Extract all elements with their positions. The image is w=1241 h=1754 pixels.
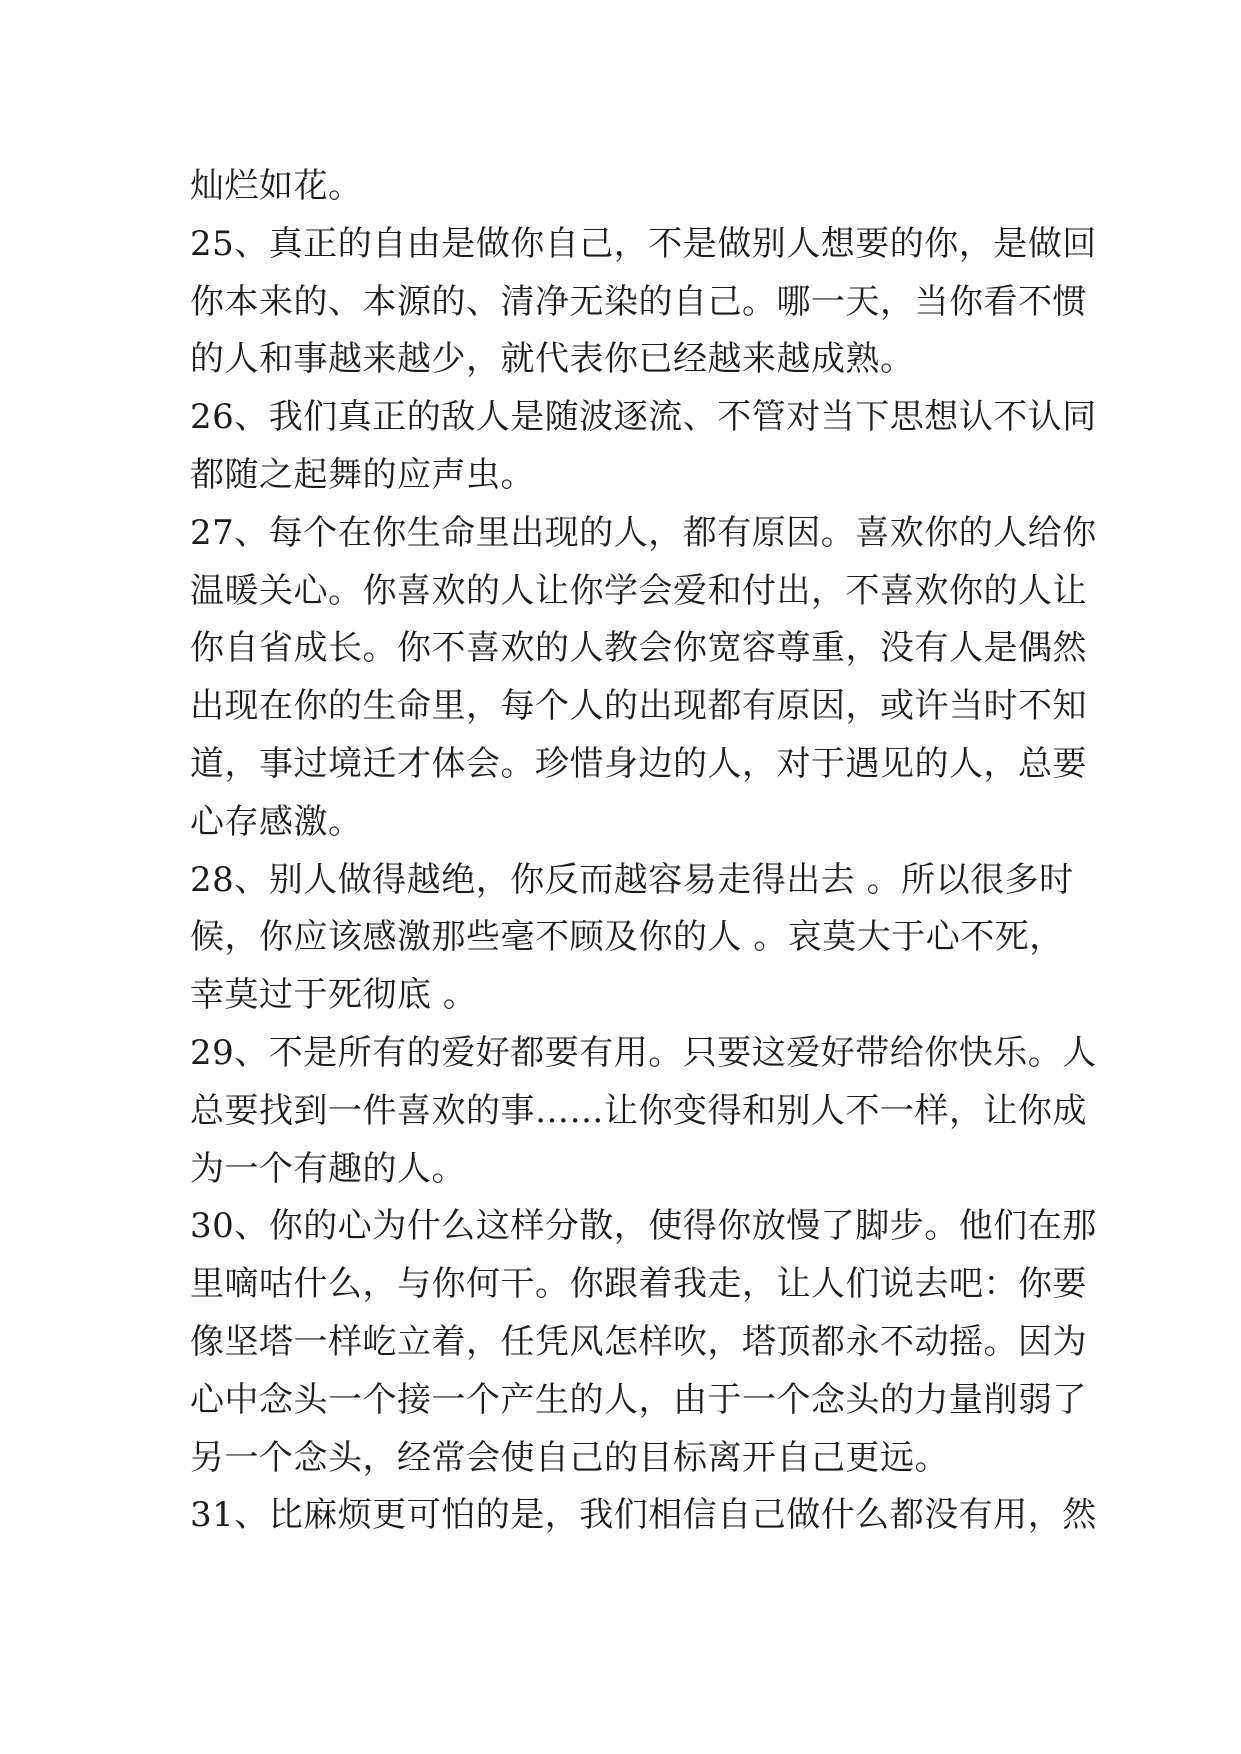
document-body <box>190 158 1097 1545</box>
text-line: 30、你的心为什么这样分散，使得你放慢了脚步。他们在那 <box>190 1206 1097 1247</box>
text-line: 心存感激。 <box>190 801 363 842</box>
text-line: 道，事过境迁才体会。珍惜身边的人，对于遇见的人，总要 <box>190 743 1087 784</box>
text-line: 26、我们真正的敌人是随波逐流、不管对当下思想认不认同 <box>190 397 1097 438</box>
text-line: 你自省成长。你不喜欢的人教会你宽容尊重，没有人是偶然 <box>190 628 1087 669</box>
text-line: 28、别人做得越绝，你反而越容易走得出去 。所以很多时 <box>190 859 1074 900</box>
text-line: 27、每个在你生命里出现的人，都有原因。喜欢你的人给你 <box>190 512 1097 553</box>
text-line: 温暖关心。你喜欢的人让你学会爱和付出，不喜欢你的人让 <box>190 570 1087 611</box>
text-line: 心中念头一个接一个产生的人，由于一个念头的力量削弱了 <box>190 1379 1087 1420</box>
text-line: 29、不是所有的爱好都要有用。只要这爱好带给你快乐。人 <box>190 1032 1097 1073</box>
text-line: 总要找到一件喜欢的事……让你变得和别人不一样，让你成 <box>190 1090 1087 1131</box>
text-line: 你本来的、本源的、清净无染的自己。哪一天，当你看不惯 <box>190 281 1087 322</box>
text-line: 另一个念头，经常会使自己的目标离开自己更远。 <box>190 1437 949 1478</box>
text-line: 幸莫过于死彻底 。 <box>190 975 478 1016</box>
text-line: 灿烂如花。 <box>190 166 363 206</box>
text-line: 31、比麻烦更可怕的是，我们相信自己做什么都没有用，然 <box>190 1495 1097 1536</box>
text-line: 25、真正的自由是做你自己，不是做别人想要的你，是做回 <box>190 223 1097 264</box>
text-line: 候，你应该感激那些毫不顾及你的人 。哀莫大于心不死， <box>190 917 1064 958</box>
text-line: 出现在你的生命里，每个人的出现都有原因，或许当时不知 <box>190 686 1087 727</box>
text-line: 像坚塔一样屹立着，任凭风怎样吹，塔顶都永不动摇。因为 <box>190 1321 1087 1362</box>
text-line: 的人和事越来越少，就代表你已经越来越成熟。 <box>190 339 915 380</box>
text-line: 里嘀咕什么，与你何干。你跟着我走，让人们说去吧：你要 <box>190 1264 1087 1305</box>
text-line: 为一个有趣的人。 <box>190 1148 466 1189</box>
text-line: 都随之起舞的应声虫。 <box>190 454 535 495</box>
